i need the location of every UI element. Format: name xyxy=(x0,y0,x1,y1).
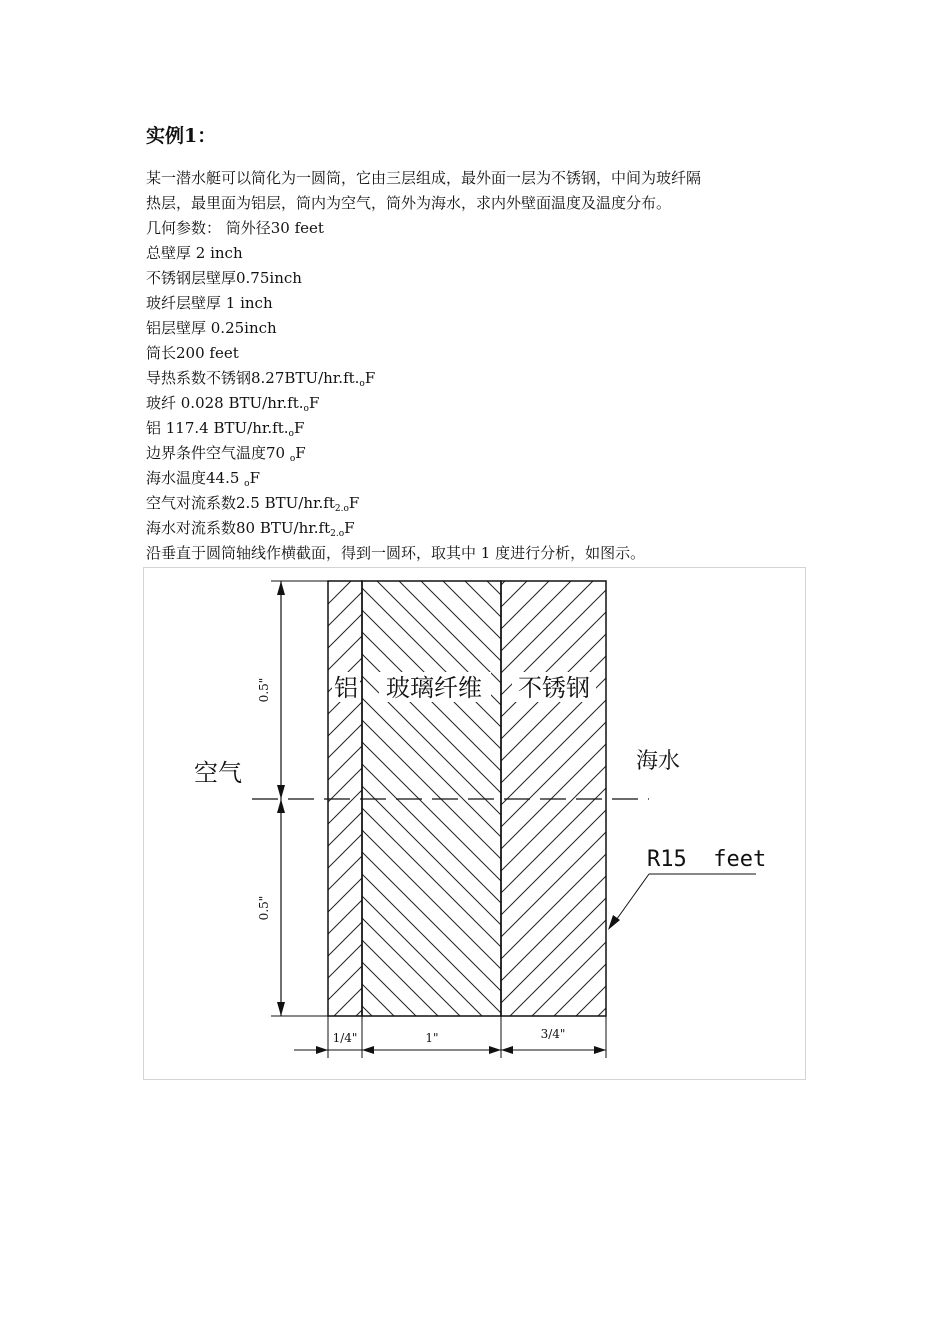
param-line: 铝 117.4 BTU/$hr.ft._oF$ xyxy=(146,419,305,439)
param-line: 玻纤 0.028 BTU/$hr.ft._oF$ xyxy=(146,394,320,414)
cross-section-diagram xyxy=(144,568,807,1081)
label-steel: 不锈钢 xyxy=(518,674,590,702)
param-line: 海水温度44.5 $_o$F xyxy=(146,469,261,489)
dim-bottom-label: 0.5" xyxy=(257,895,271,921)
dim-steel-thickness: 3/4" xyxy=(540,1027,566,1041)
label-fiberglass: 玻璃纤维 xyxy=(386,674,482,702)
label-aluminum: 铝 xyxy=(334,674,358,702)
param-line: 海水对流系数80 BTU/$hr.ft_{2.o}F$ xyxy=(146,519,355,539)
dim-fiberglass-thickness: 1" xyxy=(425,1031,439,1045)
closing-line: 沿垂直于圆筒轴线作横截面，得到一圆环，取其中 1 度进行分析，如图示。 xyxy=(146,544,646,562)
param-line: 总壁厚 2 inch xyxy=(146,244,243,262)
param-line: 不锈钢层壁厚0.75inch xyxy=(146,269,302,287)
param-line: 玻纤层壁厚 1 inch xyxy=(146,294,273,312)
radius-label: R15 feet xyxy=(647,847,767,872)
cross-section-figure xyxy=(143,567,806,1080)
label-air: 空气 xyxy=(194,759,242,787)
label-seawater: 海水 xyxy=(635,749,681,774)
param-line: 铝层壁厚 0.25inch xyxy=(146,319,277,337)
param-line: 空气对流系数2.5 BTU/$hr.ft_{2.o}F$ xyxy=(146,494,360,514)
description-line-2: 热层，最里面为铝层，筒内为空气，筒外为海水，求内外壁面温度及温度分布。 xyxy=(146,194,672,212)
description-line-1: 某一潜水艇可以简化为一圆筒，它由三层组成，最外面一层为不锈钢，中间为玻纤隔 xyxy=(146,169,702,187)
param-line: 几何参数： 筒外径30 feet xyxy=(146,219,324,237)
example-title: 实例1： xyxy=(146,125,217,147)
dim-top-label: 0.5" xyxy=(257,677,271,703)
dim-aluminum-thickness: 1/4" xyxy=(332,1031,358,1045)
param-line: 边界条件空气温度70 $_o$F xyxy=(146,444,306,464)
param-line: 导热系数不锈钢$8.27BTU/hr.ft._oF$ xyxy=(146,369,376,389)
param-line: 筒长200 feet xyxy=(146,344,239,362)
